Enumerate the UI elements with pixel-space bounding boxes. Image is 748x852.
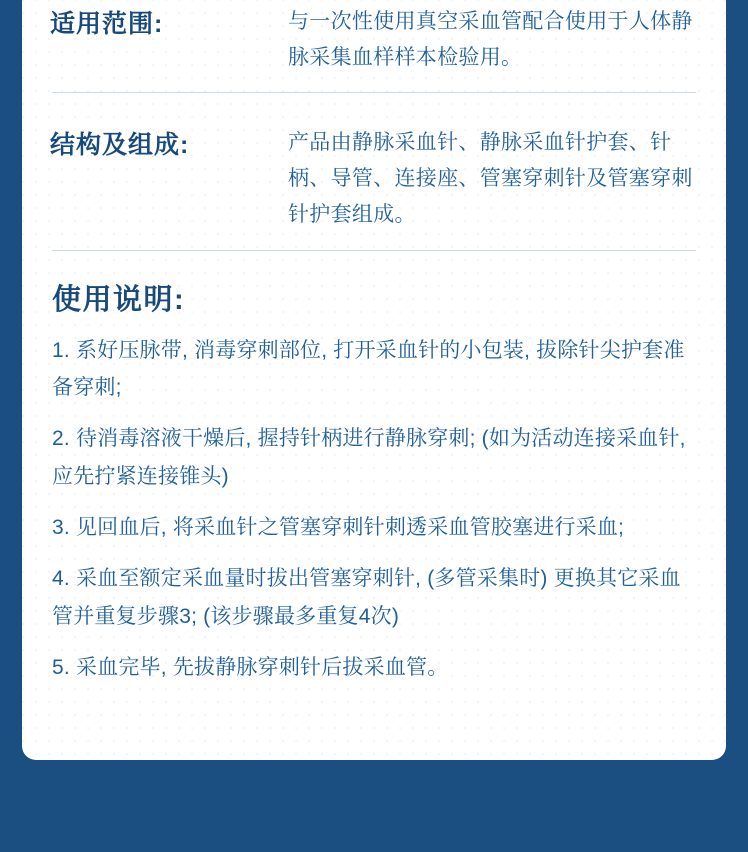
instruction-step-3: 3. 见回血后, 将采血针之管塞穿刺针刺透采血管胶塞进行采血; xyxy=(52,516,625,540)
instruction-step-2: 2. 待消毒溶液干燥后, 握持针柄进行静脉穿刺; (如为活动连接采血针, 应先拧紧连接锥头) xyxy=(52,427,686,488)
spec-label-composition: 结构及组成: xyxy=(50,131,190,160)
instruction-step-4: 4. 采血至额定采血量时拔出管塞穿刺针, (多管采集时) 更换其它采血管并重复步骤3; (该步骤最多重复4次) xyxy=(52,567,681,628)
divider-2 xyxy=(52,250,696,251)
instructions-title: 使用说明: xyxy=(52,283,186,316)
spec-value-composition: 产品由静脉采血针、静脉采血针护套、针柄、导管、连接座、管塞穿刺针及管塞穿刺针护套组成。 xyxy=(288,131,693,227)
spec-label-scope: 适用范围: xyxy=(50,10,164,38)
instruction-step-1: 1. 系好压脉带, 消毒穿刺部位, 打开采血针的小包装, 拔除针尖护套准备穿刺; xyxy=(52,338,685,399)
info-card xyxy=(22,0,726,760)
spec-value-scope: 与一次性使用真空采血管配合使用于人体静脉采集血样样本检验用。 xyxy=(288,10,693,70)
instruction-step-5: 5. 采血完毕, 先拔静脉穿刺针后拔采血管。 xyxy=(52,656,449,680)
spec-row-scope xyxy=(50,0,698,76)
spec-row-composition xyxy=(50,93,698,233)
